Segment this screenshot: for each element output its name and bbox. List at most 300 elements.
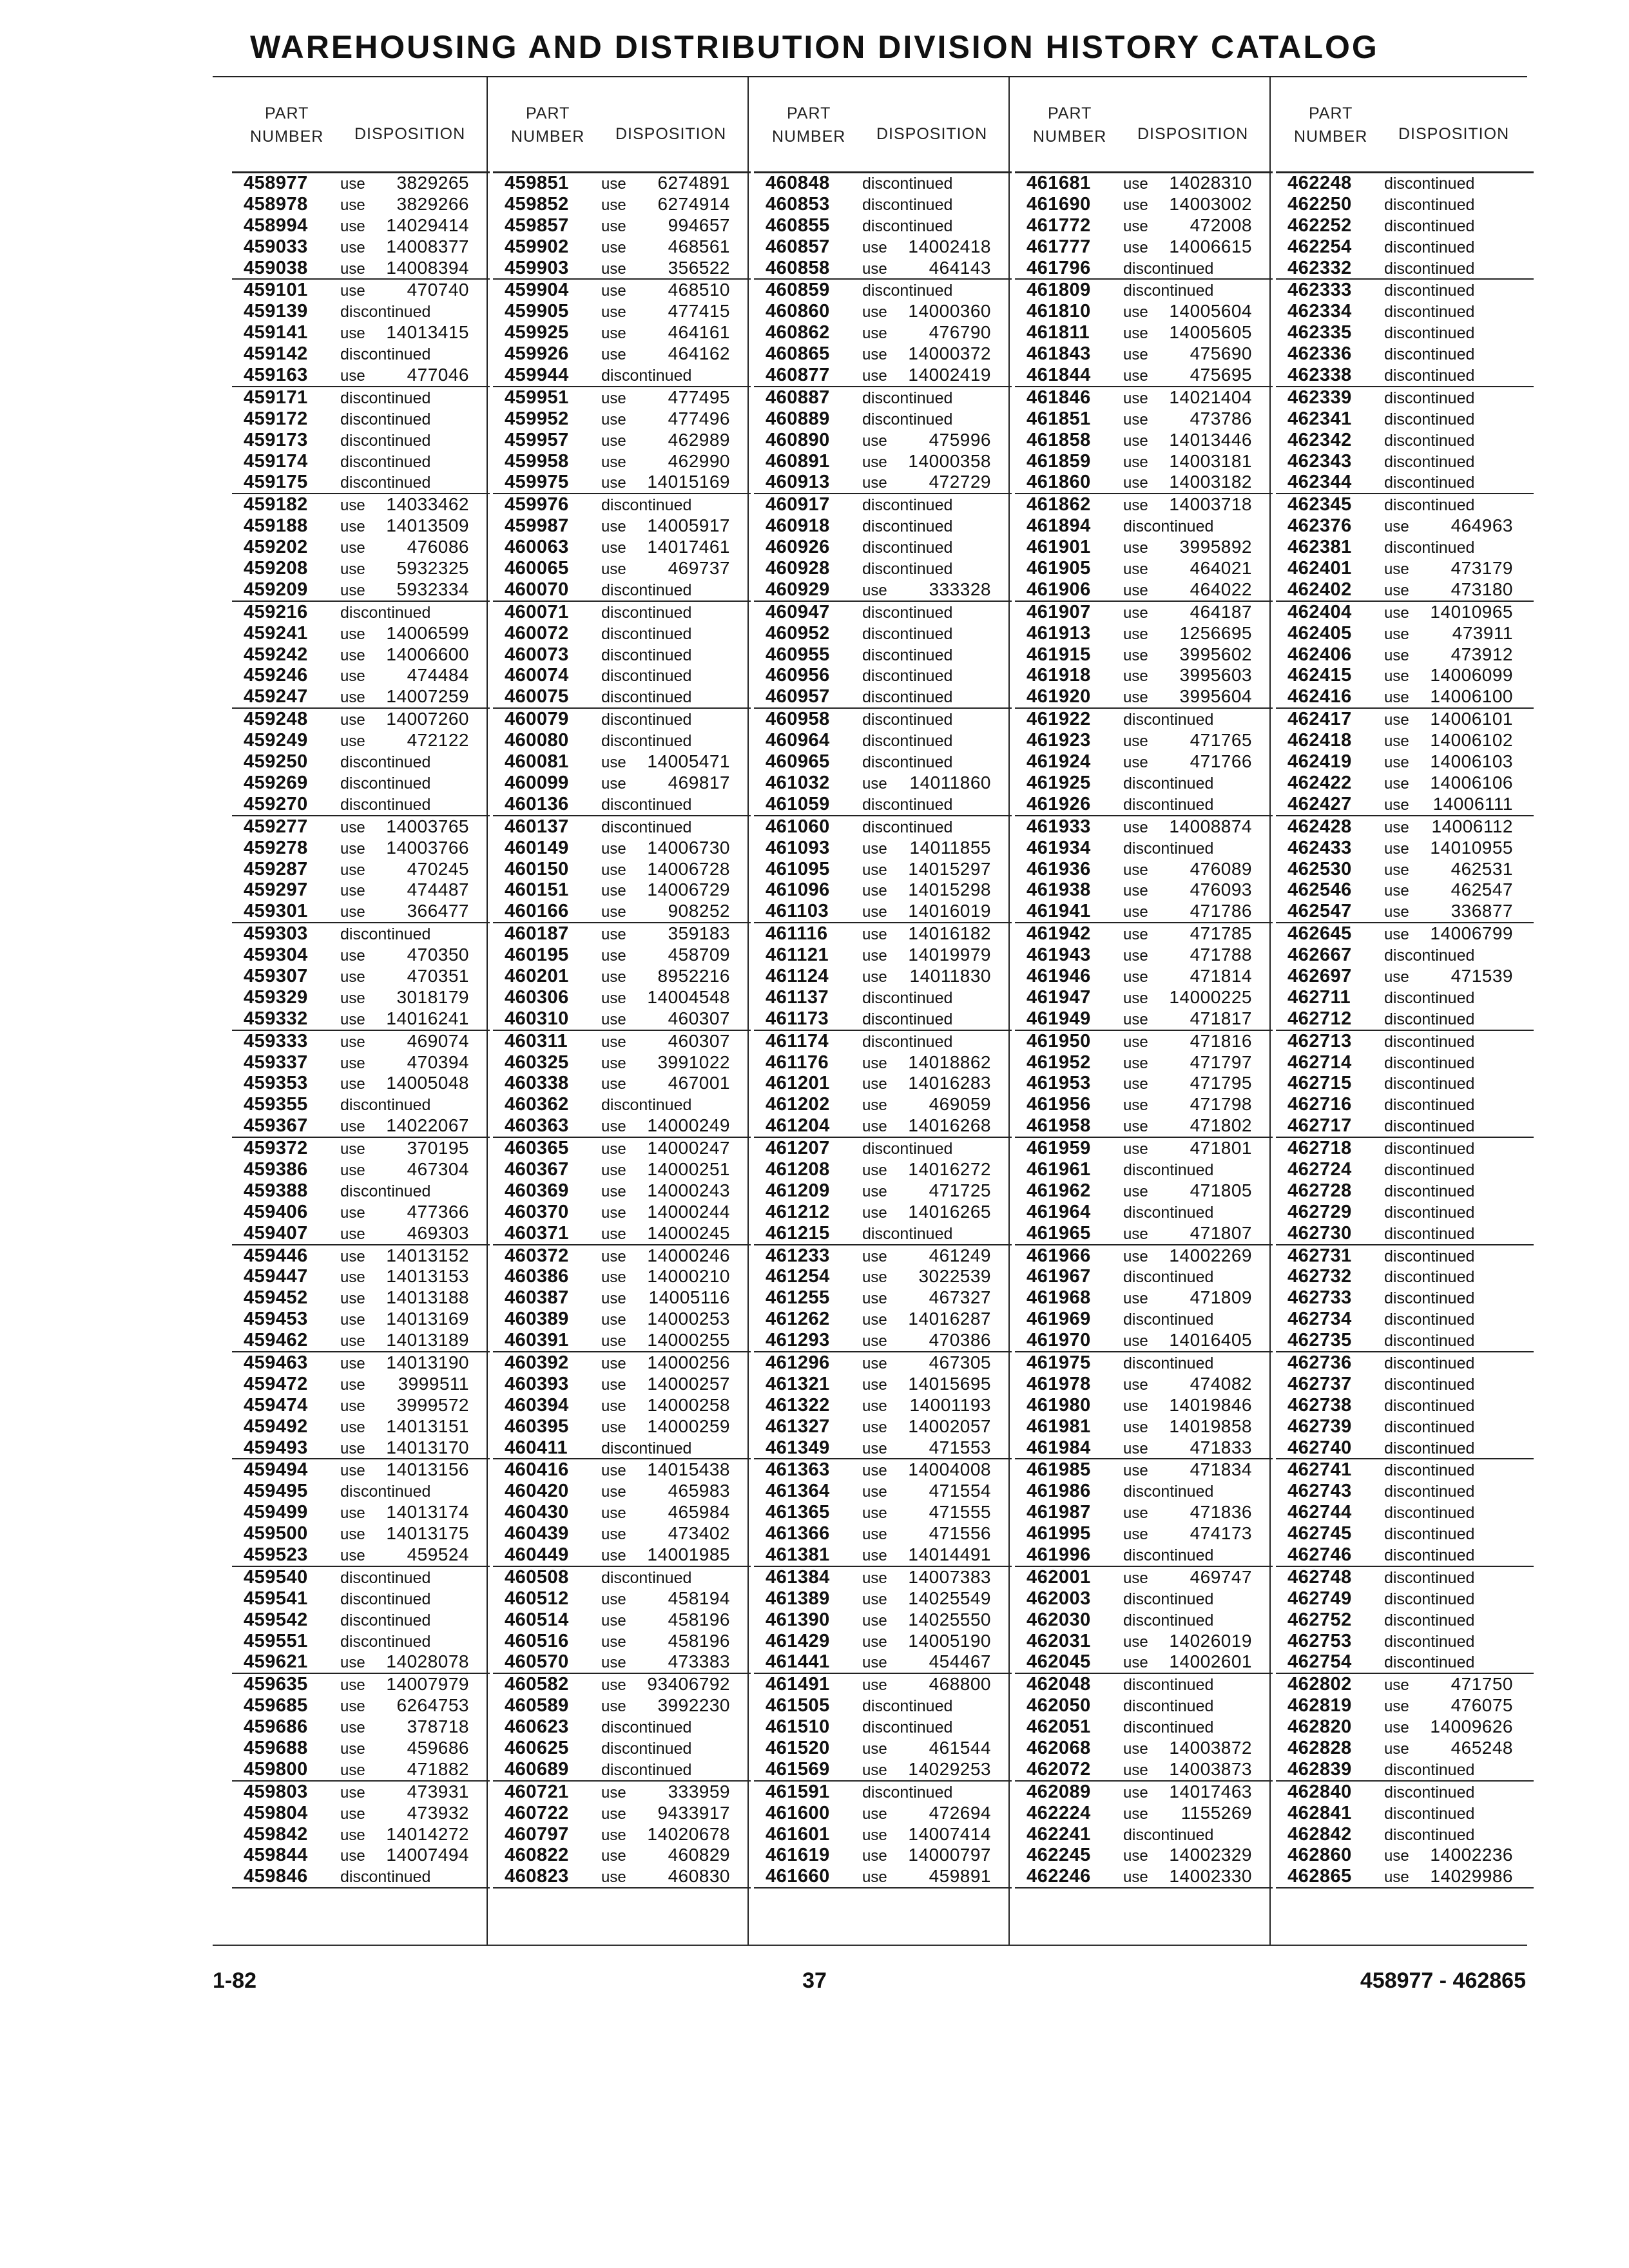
replacement-part-number: 14028078 bbox=[386, 1651, 469, 1672]
table-row bbox=[1276, 1266, 1534, 1287]
row-group bbox=[232, 173, 490, 280]
disposition-discontinued: discontinued bbox=[1384, 1247, 1475, 1265]
disposition-use: use bbox=[340, 518, 365, 536]
replacement-part-number: 14007979 bbox=[386, 1674, 469, 1695]
disposition-use: use bbox=[601, 1418, 626, 1436]
replacement-part-number: 471805 bbox=[1190, 1180, 1252, 1200]
disposition-discontinued: discontinued bbox=[862, 1697, 953, 1716]
part-number: 460367 bbox=[505, 1158, 569, 1180]
part-number: 461907 bbox=[1027, 601, 1091, 622]
header-disposition: DISPOSITION bbox=[1137, 125, 1249, 143]
disposition-use: use bbox=[1123, 1740, 1148, 1758]
part-number: 462732 bbox=[1287, 1266, 1352, 1287]
disposition-discontinued: discontinued bbox=[1384, 259, 1475, 278]
table-row bbox=[754, 945, 1012, 966]
table-row bbox=[1015, 859, 1273, 880]
disposition-discontinued: discontinued bbox=[1384, 389, 1475, 407]
table-row bbox=[1015, 1352, 1273, 1374]
replacement-part-number: 471788 bbox=[1190, 945, 1252, 965]
part-number: 462422 bbox=[1287, 772, 1352, 793]
disposition-use: use bbox=[1123, 389, 1148, 407]
table-row bbox=[1276, 1824, 1534, 1845]
table-row bbox=[493, 1567, 751, 1588]
replacement-part-number: 464187 bbox=[1190, 601, 1252, 622]
disposition-use: use bbox=[1123, 604, 1148, 622]
disposition-use: use bbox=[862, 968, 887, 986]
replacement-part-number: 460829 bbox=[668, 1845, 730, 1865]
replacement-part-number: 14015169 bbox=[647, 472, 730, 492]
disposition-use: use bbox=[601, 1204, 626, 1222]
disposition-use: use bbox=[1123, 175, 1148, 193]
disposition-use: use bbox=[340, 646, 365, 664]
replacement-part-number: 14000210 bbox=[647, 1266, 730, 1287]
table-row bbox=[232, 537, 490, 558]
table-row bbox=[1276, 945, 1534, 966]
part-number: 459141 bbox=[244, 322, 308, 343]
disposition-use: use bbox=[601, 882, 626, 900]
part-number: 462254 bbox=[1287, 236, 1352, 257]
part-number: 460928 bbox=[766, 558, 830, 579]
table-row bbox=[754, 1352, 1012, 1374]
table-row bbox=[232, 1502, 490, 1523]
disposition-use: use bbox=[340, 497, 365, 515]
table-row bbox=[493, 838, 751, 859]
part-number: 461365 bbox=[766, 1502, 830, 1523]
table-row bbox=[1276, 1374, 1534, 1395]
replacement-part-number: 3829266 bbox=[396, 193, 469, 214]
disposition-discontinued: discontinued bbox=[1384, 1439, 1475, 1457]
part-number: 459494 bbox=[244, 1459, 308, 1481]
disposition-use: use bbox=[601, 1075, 626, 1093]
disposition-use: use bbox=[601, 989, 626, 1007]
replacement-part-number: 14015438 bbox=[647, 1459, 730, 1480]
part-number: 459304 bbox=[244, 945, 308, 966]
table-row bbox=[1015, 987, 1273, 1008]
disposition-use: use bbox=[601, 1783, 626, 1802]
table-row bbox=[1276, 451, 1534, 472]
table-row bbox=[754, 280, 1012, 301]
disposition-use: use bbox=[340, 1847, 365, 1865]
disposition-discontinued: discontinued bbox=[862, 216, 953, 235]
table-row bbox=[1276, 1481, 1534, 1502]
table-row bbox=[493, 1824, 751, 1845]
part-number: 461984 bbox=[1027, 1437, 1091, 1458]
part-number: 462031 bbox=[1027, 1630, 1091, 1651]
replacement-part-number: 458196 bbox=[668, 1609, 730, 1629]
disposition-use: use bbox=[1384, 1677, 1409, 1695]
table-row bbox=[1276, 773, 1534, 794]
part-number: 462748 bbox=[1287, 1566, 1352, 1588]
table-row bbox=[1015, 1674, 1273, 1695]
disposition-use: use bbox=[601, 238, 626, 256]
replacement-part-number: 474487 bbox=[407, 879, 469, 900]
part-number: 461366 bbox=[766, 1523, 830, 1544]
disposition-use: use bbox=[1123, 861, 1148, 879]
disposition-use: use bbox=[601, 217, 626, 235]
disposition-use: use bbox=[1123, 903, 1148, 921]
part-number: 462332 bbox=[1287, 257, 1352, 278]
replacement-part-number: 14022067 bbox=[386, 1115, 469, 1136]
replacement-part-number: 6274914 bbox=[657, 193, 730, 214]
table-row bbox=[232, 1223, 490, 1244]
header-number-label: NUMBER bbox=[1033, 128, 1107, 146]
part-number: 461215 bbox=[766, 1222, 830, 1244]
part-number: 461967 bbox=[1027, 1266, 1091, 1287]
table-row bbox=[754, 558, 1012, 579]
part-number: 460395 bbox=[505, 1416, 569, 1437]
table-row bbox=[1015, 1845, 1273, 1866]
part-number: 460394 bbox=[505, 1394, 569, 1416]
replacement-part-number: 14025550 bbox=[908, 1609, 991, 1629]
disposition-discontinued: discontinued bbox=[1123, 1354, 1214, 1372]
table-row bbox=[754, 1159, 1012, 1180]
table-row bbox=[493, 194, 751, 215]
part-number: 460391 bbox=[505, 1330, 569, 1351]
table-row bbox=[1276, 1073, 1534, 1094]
part-number: 462745 bbox=[1287, 1523, 1352, 1544]
table-row bbox=[232, 1866, 490, 1887]
table-row bbox=[754, 773, 1012, 794]
part-number: 460150 bbox=[505, 858, 569, 879]
replacement-part-number: 471795 bbox=[1190, 1073, 1252, 1093]
table-row bbox=[754, 258, 1012, 279]
part-number: 461942 bbox=[1027, 923, 1091, 945]
disposition-use: use bbox=[1123, 1462, 1148, 1480]
column-rows bbox=[493, 173, 751, 1888]
part-number: 461777 bbox=[1027, 236, 1091, 257]
disposition-discontinued: discontinued bbox=[1384, 175, 1475, 193]
disposition-discontinued: discontinued bbox=[862, 496, 953, 515]
disposition-use: use bbox=[340, 1504, 365, 1523]
disposition-use: use bbox=[862, 1633, 887, 1651]
disposition-use: use bbox=[1384, 711, 1409, 729]
disposition-discontinued: discontinued bbox=[862, 603, 953, 622]
row-group bbox=[754, 602, 1012, 709]
replacement-part-number: 14007259 bbox=[386, 686, 469, 707]
replacement-part-number: 14015695 bbox=[908, 1373, 991, 1394]
disposition-use: use bbox=[1123, 1869, 1148, 1887]
table-row bbox=[493, 623, 751, 644]
disposition-use: use bbox=[1123, 625, 1148, 643]
disposition-discontinued: discontinued bbox=[340, 795, 431, 814]
disposition-discontinued: discontinued bbox=[1384, 1396, 1475, 1415]
part-number: 461920 bbox=[1027, 686, 1091, 707]
replacement-part-number: 471801 bbox=[1190, 1138, 1252, 1158]
disposition-use: use bbox=[862, 303, 887, 322]
disposition-use: use bbox=[340, 711, 365, 729]
disposition-use: use bbox=[1123, 1118, 1148, 1136]
disposition-use: use bbox=[340, 1247, 365, 1265]
part-number: 461384 bbox=[766, 1566, 830, 1588]
part-number: 459452 bbox=[244, 1287, 308, 1309]
header-disposition: DISPOSITION bbox=[615, 125, 727, 143]
row-group bbox=[1276, 709, 1534, 816]
replacement-part-number: 459891 bbox=[929, 1866, 991, 1887]
part-number: 462842 bbox=[1287, 1823, 1352, 1845]
disposition-use: use bbox=[601, 774, 626, 793]
table-row bbox=[1015, 838, 1273, 859]
part-number: 461953 bbox=[1027, 1073, 1091, 1094]
replacement-part-number: 14033462 bbox=[386, 494, 469, 515]
replacement-part-number: 473931 bbox=[407, 1781, 469, 1802]
replacement-part-number: 471797 bbox=[1190, 1052, 1252, 1072]
replacement-part-number: 14006599 bbox=[386, 622, 469, 643]
part-number: 460848 bbox=[766, 173, 830, 193]
row-group bbox=[754, 1138, 1012, 1245]
disposition-discontinued: discontinued bbox=[1384, 947, 1475, 965]
part-number: 461103 bbox=[766, 901, 829, 922]
disposition-use: use bbox=[601, 1140, 626, 1158]
disposition-use: use bbox=[340, 1826, 365, 1844]
part-number: 461811 bbox=[1027, 322, 1090, 343]
disposition-use: use bbox=[601, 474, 626, 492]
replacement-part-number: 14006730 bbox=[647, 837, 730, 858]
part-number: 459976 bbox=[505, 494, 569, 515]
replacement-part-number: 14000247 bbox=[647, 1138, 730, 1158]
disposition-discontinued: discontinued bbox=[1384, 1525, 1475, 1544]
part-number: 459842 bbox=[244, 1823, 308, 1845]
part-number: 461322 bbox=[766, 1394, 830, 1416]
table-row bbox=[493, 1374, 751, 1395]
table-row bbox=[754, 1695, 1012, 1716]
row-group bbox=[1015, 1674, 1273, 1781]
table-row bbox=[754, 1459, 1012, 1481]
replacement-part-number: 14002418 bbox=[908, 236, 991, 256]
table-row bbox=[1015, 1523, 1273, 1544]
disposition-use: use bbox=[601, 389, 626, 407]
part-number: 462547 bbox=[1287, 901, 1352, 922]
row-group bbox=[1015, 816, 1273, 923]
table-row bbox=[1015, 602, 1273, 623]
part-number: 460855 bbox=[766, 215, 830, 236]
part-number: 462418 bbox=[1287, 730, 1352, 751]
disposition-discontinued: discontinued bbox=[862, 1783, 953, 1802]
table-row bbox=[1015, 1610, 1273, 1631]
part-number: 461980 bbox=[1027, 1394, 1091, 1416]
replacement-part-number: 14002057 bbox=[908, 1416, 991, 1436]
table-row bbox=[232, 987, 490, 1008]
disposition-use: use bbox=[601, 1869, 626, 1887]
table-row bbox=[1015, 709, 1273, 730]
disposition-use: use bbox=[1123, 1054, 1148, 1072]
part-number: 460386 bbox=[505, 1266, 569, 1287]
table-row bbox=[754, 1287, 1012, 1309]
part-number: 461591 bbox=[766, 1781, 830, 1802]
table-row bbox=[493, 644, 751, 666]
table-row bbox=[754, 1759, 1012, 1780]
table-row bbox=[1015, 1115, 1273, 1137]
replacement-part-number: 471834 bbox=[1190, 1459, 1252, 1480]
replacement-part-number: 464161 bbox=[668, 322, 730, 343]
table-row bbox=[1276, 1651, 1534, 1673]
table-row bbox=[232, 1759, 490, 1780]
disposition-use: use bbox=[601, 561, 626, 579]
table-row bbox=[493, 301, 751, 322]
part-number: 459540 bbox=[244, 1566, 308, 1588]
part-number: 462746 bbox=[1287, 1544, 1352, 1565]
disposition-use: use bbox=[340, 196, 365, 214]
disposition-use: use bbox=[862, 1247, 887, 1265]
replacement-part-number: 14000255 bbox=[647, 1330, 730, 1350]
part-number: 459523 bbox=[244, 1544, 308, 1565]
disposition-use: use bbox=[1384, 668, 1409, 686]
row-group bbox=[754, 1459, 1012, 1566]
part-number: 460151 bbox=[505, 879, 569, 901]
footer-page-number: 37 bbox=[802, 1968, 827, 1993]
disposition-use: use bbox=[340, 689, 365, 707]
part-number: 460797 bbox=[505, 1823, 569, 1845]
disposition-use: use bbox=[601, 260, 626, 278]
part-number: 461859 bbox=[1027, 450, 1091, 472]
part-number: 459172 bbox=[244, 408, 308, 429]
part-number: 459173 bbox=[244, 429, 308, 450]
table-row bbox=[493, 1674, 751, 1695]
part-number: 459925 bbox=[505, 322, 569, 343]
table-row bbox=[493, 773, 751, 794]
table-row bbox=[754, 387, 1012, 408]
part-number: 460338 bbox=[505, 1073, 569, 1094]
part-number: 462828 bbox=[1287, 1738, 1352, 1759]
disposition-discontinued: discontinued bbox=[1384, 1203, 1475, 1222]
table-row bbox=[232, 1716, 490, 1738]
part-number: 461059 bbox=[766, 793, 830, 814]
disposition-discontinued: discontinued bbox=[862, 389, 953, 407]
part-number: 460512 bbox=[505, 1588, 569, 1609]
disposition-discontinued: discontinued bbox=[1384, 539, 1475, 557]
row-group bbox=[754, 1352, 1012, 1459]
disposition-use: use bbox=[1123, 303, 1148, 322]
row-group bbox=[1276, 1031, 1534, 1138]
table-row bbox=[232, 709, 490, 730]
disposition-discontinued: discontinued bbox=[601, 1568, 692, 1587]
disposition-use: use bbox=[862, 1504, 887, 1523]
replacement-part-number: 370195 bbox=[407, 1138, 469, 1158]
replacement-part-number: 454467 bbox=[929, 1651, 991, 1672]
table-row bbox=[754, 709, 1012, 730]
replacement-part-number: 3992230 bbox=[657, 1695, 730, 1716]
disposition-use: use bbox=[601, 175, 626, 193]
part-number: 459269 bbox=[244, 772, 308, 793]
table-row bbox=[232, 1008, 490, 1030]
part-number: 460865 bbox=[766, 343, 830, 365]
part-number: 460310 bbox=[505, 1008, 569, 1029]
part-number: 461943 bbox=[1027, 945, 1091, 966]
part-number: 459209 bbox=[244, 579, 308, 600]
part-number: 462339 bbox=[1287, 387, 1352, 408]
disposition-use: use bbox=[601, 325, 626, 343]
part-number: 459686 bbox=[244, 1716, 308, 1738]
part-number: 461212 bbox=[766, 1201, 830, 1222]
table-row bbox=[493, 1094, 751, 1115]
part-number: 459551 bbox=[244, 1630, 308, 1651]
disposition-use: use bbox=[862, 1677, 887, 1695]
part-number: 462740 bbox=[1287, 1437, 1352, 1458]
disposition-use: use bbox=[601, 282, 626, 300]
replacement-part-number: 14013152 bbox=[386, 1245, 469, 1265]
disposition-use: use bbox=[601, 1805, 626, 1823]
disposition-discontinued: discontinued bbox=[1123, 1483, 1214, 1501]
replacement-part-number: 467304 bbox=[407, 1158, 469, 1179]
replacement-part-number: 14005048 bbox=[386, 1073, 469, 1093]
part-number: 462734 bbox=[1287, 1309, 1352, 1330]
column-header bbox=[1015, 76, 1273, 173]
replacement-part-number: 14001985 bbox=[647, 1544, 730, 1564]
part-number: 461441 bbox=[766, 1651, 830, 1673]
header-part-number bbox=[511, 102, 584, 148]
replacement-part-number: 471836 bbox=[1190, 1502, 1252, 1523]
disposition-use: use bbox=[1384, 1869, 1409, 1887]
replacement-part-number: 14013509 bbox=[386, 515, 469, 536]
part-number: 462729 bbox=[1287, 1201, 1352, 1222]
part-number: 461959 bbox=[1027, 1138, 1091, 1159]
disposition-discontinued: discontinued bbox=[340, 431, 431, 450]
disposition-discontinued: discontinued bbox=[1384, 345, 1475, 364]
part-number: 461978 bbox=[1027, 1373, 1091, 1394]
replacement-part-number: 467327 bbox=[929, 1287, 991, 1308]
replacement-part-number: 93406792 bbox=[647, 1674, 730, 1695]
table-row bbox=[1015, 773, 1273, 794]
part-number: 459246 bbox=[244, 665, 308, 686]
row-group bbox=[1276, 1674, 1534, 1781]
replacement-part-number: 14000253 bbox=[647, 1309, 730, 1329]
disposition-use: use bbox=[601, 518, 626, 536]
table-row bbox=[754, 1782, 1012, 1803]
replacement-part-number: 14006729 bbox=[647, 879, 730, 900]
header-number-label: NUMBER bbox=[772, 128, 846, 146]
part-number: 461936 bbox=[1027, 858, 1091, 879]
row-group bbox=[1276, 1138, 1534, 1245]
disposition-discontinued: discontinued bbox=[1384, 1418, 1475, 1436]
replacement-part-number: 471750 bbox=[1451, 1674, 1513, 1695]
disposition-use: use bbox=[862, 1439, 887, 1457]
disposition-discontinued: discontinued bbox=[1384, 303, 1475, 322]
part-number: 461660 bbox=[766, 1866, 830, 1887]
row-group bbox=[493, 602, 751, 709]
part-number: 461137 bbox=[766, 986, 829, 1008]
replacement-part-number: 333328 bbox=[929, 579, 991, 599]
replacement-part-number: 14019979 bbox=[908, 945, 991, 965]
table-row bbox=[754, 686, 1012, 707]
table-row bbox=[232, 1138, 490, 1159]
disposition-use: use bbox=[601, 1225, 626, 1243]
part-number: 460099 bbox=[505, 772, 569, 793]
replacement-part-number: 14002330 bbox=[1169, 1866, 1252, 1887]
part-number: 459337 bbox=[244, 1052, 308, 1073]
disposition-discontinued: discontinued bbox=[340, 1096, 431, 1115]
part-number: 462401 bbox=[1287, 558, 1352, 579]
disposition-use: use bbox=[1384, 561, 1409, 579]
replacement-part-number: 14003718 bbox=[1169, 494, 1252, 515]
table-row bbox=[754, 1803, 1012, 1824]
disposition-discontinued: discontinued bbox=[862, 1224, 953, 1243]
table-row bbox=[232, 773, 490, 794]
replacement-part-number: 473179 bbox=[1451, 558, 1513, 579]
disposition-use: use bbox=[340, 882, 365, 900]
table-row bbox=[493, 408, 751, 430]
header-disposition: DISPOSITION bbox=[1398, 125, 1510, 143]
disposition-use: use bbox=[601, 903, 626, 921]
disposition-discontinued: discontinued bbox=[1384, 1632, 1475, 1651]
part-number: 460859 bbox=[766, 280, 830, 301]
disposition-use: use bbox=[601, 1504, 626, 1523]
replacement-part-number: 469303 bbox=[407, 1222, 469, 1243]
replacement-part-number: 14025549 bbox=[908, 1588, 991, 1608]
table-row bbox=[232, 494, 490, 515]
part-number: 459446 bbox=[244, 1245, 308, 1266]
replacement-part-number: 14029986 bbox=[1430, 1866, 1513, 1887]
part-number: 462731 bbox=[1287, 1245, 1352, 1266]
replacement-part-number: 14019846 bbox=[1169, 1394, 1252, 1415]
